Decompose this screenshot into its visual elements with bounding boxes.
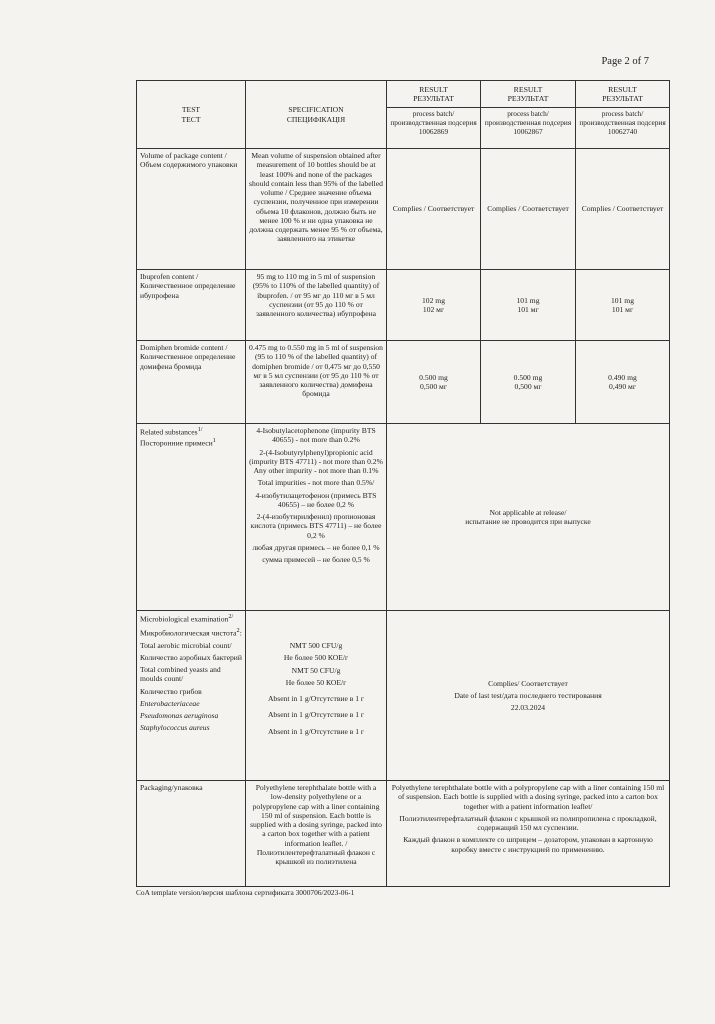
packaging-result: Polyethylene terephthalate bottle with a polypropylene cap with a liner containing 150 ml of suspension. Each bottle is supplied with a dosing syringe, packed into a carton box together with a patient information leaflet/ Полиэтилентерефталатный флакон с крышкой из полипропилена с прокладкой, содержащий 150 мл суспензии. Каждый флакон в комплекте со шприцем – дозатором, упакован в картонную коробку вместе с инструкцией по применению. [387,781,670,887]
volume-spec: Mean volume of suspension obtained after measurement of 10 bottles should be at least 100% and none of the packages should contain less than 95% of the labelled volume / Среднее значение объема суспензии, полученное при измерении объема 10 флаконов, должно быть не менее 100 % и ни одна упаковка не должна содержать менее 95 % от объема, заявленного на этикетке [246,149,387,270]
domiphen-result-1: 0.500 mg 0,500 мг [387,341,481,424]
volume-result-2: Complies / Соответствует [481,149,576,270]
micro-result: Complies/ Соответствует Date of last test/дата последнего тестирования 22.03.2024 [387,611,670,781]
domiphen-test: Domiphen bromide content / Количественное определение домифена бромида [137,341,246,424]
packaging-spec: Polyethylene terephthalate bottle with a low-density polyethylene or a polypropylene cap with a liner containing 150 ml of suspension. Each bottle is supplied with a dosing syringe, packed into a carton box together with a patient information leaflet. / Полиэтилентерефталатный флакон с крышкой из полиэтилена [246,781,387,887]
row-domiphen [137,341,670,424]
header-row-result [137,81,670,108]
result-header-1: RESULT РЕЗУЛЬТАТ [387,81,481,108]
micro-spec: NMT 500 CFU/g Не более 500 КОЕ/г NMT 50 CFU/g Не более 50 КОЕ/г Absent in 1 g/Отсутствие в 1 г Absent in 1 g/Отсутствие в 1 г Absent in 1 g/Отсутствие в 1 г [246,611,387,781]
row-related-substances [137,424,670,611]
row-volume [137,149,670,270]
packaging-test: Packaging/упаковка [137,781,246,887]
related-result: Not applicable at release/ испытание не проводится при выпуске [387,424,670,611]
row-packaging [137,781,670,887]
volume-result-1: Complies / Соответствует [387,149,481,270]
batch-cell-1: process batch/ производственная подсерия 10062869 [387,108,481,149]
ibuprofen-spec: 95 mg to 110 mg in 5 ml of suspension (95% to 110% of the labelled quantity) of ibuprofen. / от 95 мг до 110 мг в 5 мл суспензии (от 95 до 110 % от заявленного количества) ибупрофена [246,270,387,341]
batch-number: 10062740 [607,126,638,136]
result-header-2: RESULT РЕЗУЛЬТАТ [481,81,576,108]
page-number: Page 2 of 7 [601,56,649,67]
footer-template-version: CoA template version/версия шаблона сертификата 3000706/2023-06-1 [136,888,355,897]
ibuprofen-test: Ibuprofen content / Количественное определение ибупрофена [137,270,246,341]
batch-cell-3: process batch/ производственная подсерия 10062740 [576,108,670,149]
specification-header: SPECIFICATION СПЕЦИФІКАЦІЯ [246,81,387,149]
row-ibuprofen [137,270,670,341]
related-spec: 4-Isobutylacetophenone (impurity BTS 40655) - not more than 0.2% 2-(4-Isobutyrylphenyl)propionic acid (impurity BTS 47711) - not more than 0.2% Any other impurity - not more than 0.1% Total impurities - not more than 0.5%/ 4-изобутилацетофенон (примесь BTS 40655) – не более 0,2 % 2-(4-изобутирилфенил) пропионовая кислота (примесь BTS 47711) – не более 0,2 % любая другая примесь – не более 0,1 % сумма примесей – не более 0,5 % [246,424,387,611]
micro-test: Microbiological examination$^{2/}$ Микробиологическая чистота$^2$: Total aerobic microbial count/ Количество аэробных бактерий Total combined yeasts and moulds count/ Количество грибов Enterobacteriaceae Pseudomonas aeruginosa Staphylococcus aureus [137,611,246,781]
batch-number: 10062869 [418,126,449,136]
domiphen-result-3: 0.490 mg 0,490 мг [576,341,670,424]
row-microbiological [137,611,670,781]
domiphen-spec: 0.475 mg to 0.550 mg in 5 ml of suspension (95 to 110 % of the labelled quantity) of domiphen bromide / от 0,475 мг до 0,550 мг в 5 мл суспензии (от 95 до 110 % от заявленного количества) домифена бромида [246,341,387,424]
domiphen-result-2: 0.500 mg 0,500 мг [481,341,576,424]
ibuprofen-result-1: 102 mg 102 мг [387,270,481,341]
batch-number: 10062867 [513,126,543,136]
ibuprofen-result-2: 101 mg 101 мг [481,270,576,341]
ibuprofen-result-3: 101 mg 101 мг [576,270,670,341]
volume-result-3: Complies / Соответствует [576,149,670,270]
result-header-3: RESULT РЕЗУЛЬТАТ [576,81,670,108]
test-header: TEST ТЕСТ [137,81,246,149]
related-test: Related substances$^{1/}$ Посторонние примеси$^1$ [137,424,246,611]
volume-test: Volume of package content / Объем содержимого упаковки [137,149,246,270]
coa-table [136,80,670,887]
batch-cell-2: process batch/ производственная подсерия 10062867 [481,108,576,149]
